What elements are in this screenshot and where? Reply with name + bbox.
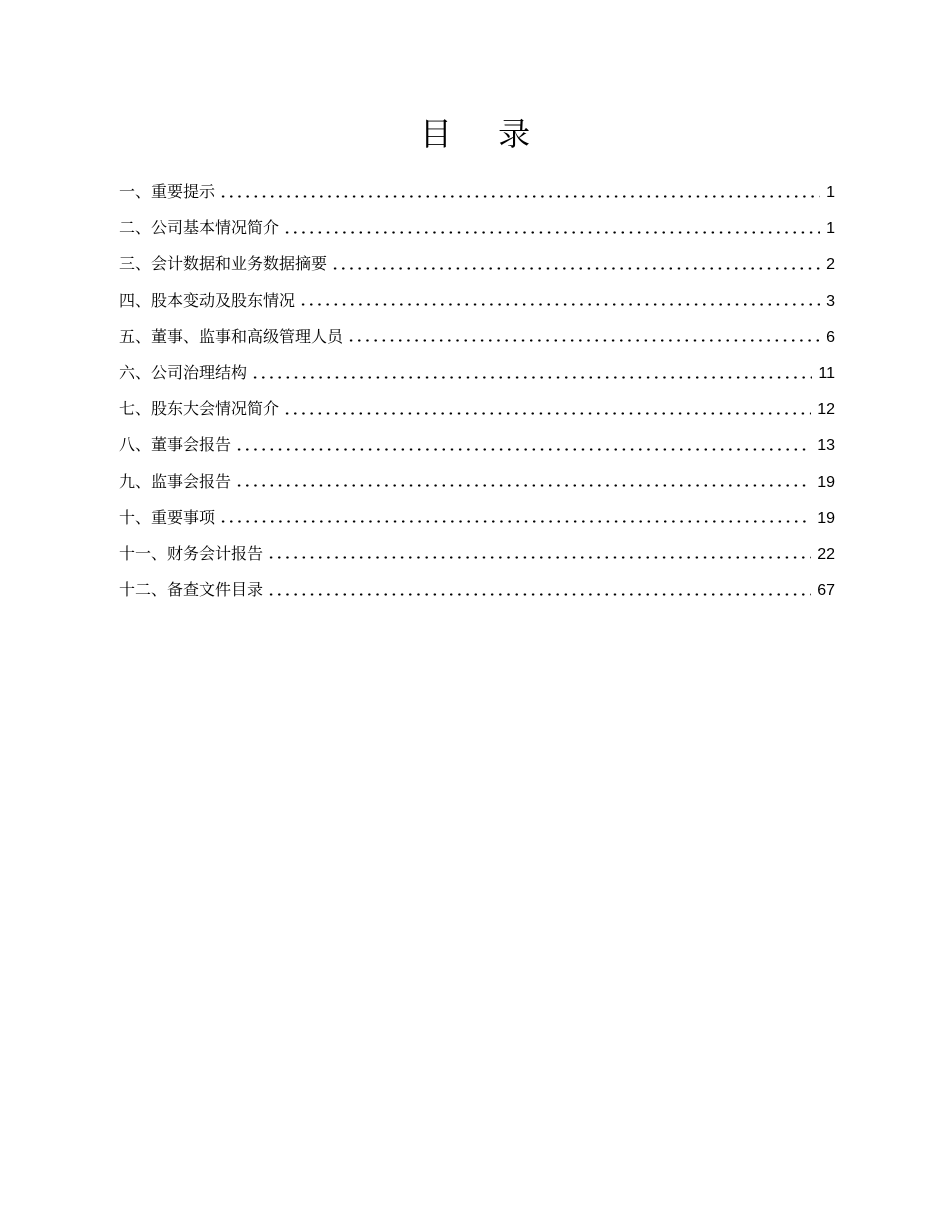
toc-entry-label: 七、股东大会情况简介 — [119, 399, 280, 419]
toc-entry-page: 19 — [817, 509, 835, 527]
toc-entry[interactable] — [119, 464, 835, 500]
toc-entry[interactable] — [119, 174, 835, 210]
toc-entry[interactable] — [119, 391, 835, 427]
toc-dot-leader — [235, 448, 811, 451]
toc-entry-page: 3 — [826, 292, 835, 310]
toc-entry[interactable] — [119, 246, 835, 282]
toc-dot-leader — [299, 303, 820, 306]
toc-entry-page: 13 — [817, 437, 835, 455]
toc-dot-leader — [283, 412, 811, 415]
toc-dot-leader — [251, 376, 812, 379]
toc-entry[interactable] — [119, 500, 835, 536]
toc-entry[interactable] — [119, 210, 835, 246]
toc-entry-page: 1 — [826, 184, 835, 201]
toc-entry-label: 六、公司治理结构 — [119, 362, 248, 382]
toc-dot-leader — [267, 556, 811, 559]
toc-entry-label: 十二、备查文件目录 — [119, 580, 264, 600]
toc-entry[interactable] — [119, 427, 835, 463]
toc-entry[interactable] — [119, 572, 835, 608]
toc-entry[interactable] — [119, 319, 835, 355]
toc-entry-label: 二、公司基本情况简介 — [119, 218, 280, 238]
toc-entry-label: 九、监事会报告 — [119, 471, 232, 491]
toc-entry-label: 一、重要提示 — [119, 182, 216, 201]
toc-entry-label: 五、董事、监事和高级管理人员 — [119, 326, 344, 346]
toc-title: 目 录 — [419, 115, 549, 153]
toc-dot-leader — [219, 520, 811, 523]
toc-list — [119, 174, 835, 608]
toc-entry[interactable] — [119, 283, 835, 319]
toc-dot-leader — [267, 593, 811, 596]
toc-entry-label: 十、重要事项 — [119, 507, 216, 527]
toc-entry-label: 三、会计数据和业务数据摘要 — [119, 254, 328, 274]
toc-entry-page: 1 — [826, 220, 835, 238]
toc-dot-leader — [331, 267, 820, 270]
toc-dot-leader — [219, 195, 820, 198]
toc-entry-page: 12 — [817, 401, 835, 419]
toc-entry-page: 2 — [826, 256, 835, 274]
toc-entry-page: 6 — [826, 328, 835, 346]
toc-entry-label: 十一、财务会计报告 — [119, 543, 264, 563]
toc-entry[interactable] — [119, 355, 835, 391]
toc-dot-leader — [235, 484, 811, 487]
toc-entry-page: 19 — [817, 473, 835, 491]
toc-entry-label: 四、股本变动及股东情况 — [119, 290, 296, 310]
toc-dot-leader — [283, 231, 820, 234]
toc-dot-leader — [347, 339, 820, 342]
toc-entry[interactable] — [119, 536, 835, 572]
toc-entry-page: 22 — [817, 545, 835, 563]
toc-entry-page: 67 — [817, 582, 835, 600]
toc-entry-page: 11 — [818, 364, 835, 382]
toc-entry-label: 八、董事会报告 — [119, 435, 232, 455]
